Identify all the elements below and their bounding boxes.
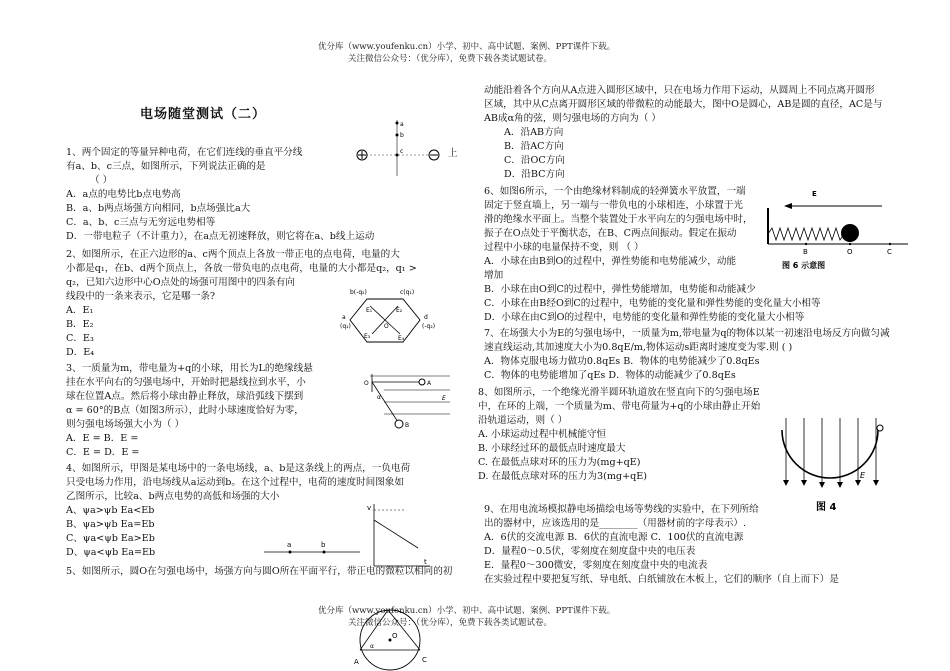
fig5-label-o: O [392,632,398,640]
text-line: q₂，已知六边形中心O点处的场强可用图中的四条有向 [66,277,295,288]
option-b: B．沿AC方向 [504,141,564,152]
answer-blank: （ ） [90,175,113,186]
negative-charge-icon [429,150,439,160]
option-c: C、ψa<ψb Ea>Eb [66,533,155,544]
fig6-label-o: O [847,248,853,256]
hex-label-e3: E₃ [364,333,371,340]
fig3-label-o: O [364,380,369,387]
option-a-cont: 增加 [484,270,504,281]
option-a: A．小球在由B到O的过程中，弹性势能和电势能减少，动能 [484,256,737,267]
option-d: D．量程0～0.5伏，零刻度在刻度盘中央的电压表 [484,546,696,557]
option-b: B．a、b两点场强方向相同，b点场强比a大 [66,203,251,214]
figure-field-line [262,538,362,558]
text-line: 6、如图6所示，一个由绝缘材料制成的轻弹簧水平放置，一端 [484,186,746,197]
question-7 [484,327,890,383]
option-d: D．一带电粒子（不计重力），在a点无初速释放，则它将在a、b线上运动 [66,231,375,242]
fig8-caption: 图 4 [816,502,837,513]
option-c: C．a、b、c三点与无穷远电势相等 [66,217,216,228]
fig4-label-b: b [321,541,326,549]
text-line: 有a、b、c三点，如图所示，下列说法正确的是 [66,161,266,172]
hex-label-c: c(q₁) [400,289,415,296]
option-cd: C．E = D．E = [66,447,140,458]
watermark-header-line1: 优分库（www.youfenku.cn）小学、初中、高中试题、案例、PPT课件下载。 [318,42,616,52]
option-a: A．沿AB方向 [504,127,564,138]
fig3-label-b: B [405,422,410,429]
fig1-label-a: a [400,121,404,128]
figure-pendulum-field [364,372,454,434]
fig1-label-b: b [400,132,404,139]
option-ab: A．E = B．E = [66,433,139,444]
option-d: D、ψa<ψb Ea=Eb [66,547,156,558]
text-line: 挂在水平向右的匀强电场中，开始时把悬线拉到水平，小 [66,377,306,388]
text-line: 2、如图所示，在正六边形的a、c两个顶点上各放一带正电的点电荷，电量的大 [66,249,400,260]
text-line: α = 60°的B点（如图3所示），此时小球速度恰好为零， [66,405,304,416]
question-5-continued [484,84,882,182]
option-abc: A．6伏的交流电源 B．6伏的直流电源 C．100伏的直流电源 [484,532,744,543]
hex-label-b: b(-q₂) [350,289,367,296]
option-a: A. 小球运动过程中机械能守恒 [478,429,607,440]
text-line: 滑的绝缘水平面上。当整个装置处于水平向左的匀强电场中时， [484,214,753,225]
fig3-label-alpha: α [377,394,381,401]
fig1-label-c: c [400,148,404,155]
text-line: 中，在环的上端，一个质量为m、带电荷量为+q的小球由静止开始 [478,401,761,412]
fig8-label-e: E [860,471,866,480]
text-line: 乙图所示，比较a、b两点电势的高低和场强的大小 [66,491,280,502]
text-line: 8、如图所示，一个绝缘光滑半圆环轨道放在竖直向下的匀强电场E [478,387,760,398]
option-d: D．E₄ [66,347,95,358]
text-line: 振子在O点处于平衡状态，在B、C两点间振动。假定在振动 [484,228,737,239]
option-cd: C．物体的电势能增加了qEs D．物体的动能减少了0.8qEs [484,370,736,381]
figure-dipole-bisector [352,118,448,178]
text-line: 1、两个固定的等量异种电荷，在它们连线的垂直平分线 [66,147,303,158]
fig4-label-a: a [287,541,292,549]
option-d: D. 在最低点球对环的压力为3(mg+qE) [478,471,647,482]
option-b: B. 小球经过环的最低点时速度最大 [478,443,626,454]
fig4-label-t: t [424,558,427,566]
text-line: 7、在场强大小为E的匀强电场中，一质量为m,带电量为q的物体以某一初速沿电场反方向做匀减 [484,328,890,339]
option-a: A、ψa>ψb Ea<Eb [66,505,155,516]
text-line: 动能沿着各个方向从A点进入圆形区域中，只在电场力作用下运动，从圆周上不同点离开圆形 [484,85,875,96]
text-line: 在实验过程中要把复写纸、导电纸、白纸铺放在木板上，它们的顺序（自上而下）是 [484,574,839,585]
text-line: 区域，其中从C点离开圆形区域的带微粒的动能最大，图中O是圆心，AB是圆的直径，AC是与 [484,99,883,110]
option-c: C. 在最低点球对环的压力为(mg+qE) [478,457,641,468]
text-line: AB成α角的弦，则匀强电场的方向为（ ） [484,113,662,124]
fig6-label-b: B [803,248,808,256]
watermark-footer-line1: 优分库（www.youfenku.cn）小学、初中、高中试题、案例、PPT课件下载。 [318,606,616,616]
hex-label-e4: E₄ [398,335,405,342]
text-line: 则匀强电场场强大小为（ ） [66,419,185,430]
hex-label-e1: E₁ [366,307,373,314]
fig5-label-alpha: α [370,643,374,650]
text-line: 9、在用电流场模拟静电场描绘电场等势线的实验中，在下列所给 [484,504,759,515]
fig6-caption: 图 6 示意图 [782,261,826,270]
fig5-label-a: A [354,658,359,666]
text-line: 线段中的一条来表示，它是哪一条? [66,291,216,302]
hex-label-o: O [384,323,389,330]
option-c: C．沿OC方向 [504,155,565,166]
fig6-label-e: E [812,190,817,198]
text-line: 固定于竖直墙上，另一端与一带负电的小球相连，小球置于光 [484,200,744,211]
watermark-header-line2: 关注微信公众号：（优分库），免费下载各类试题试卷。 [348,54,553,64]
question-3 [66,362,313,460]
fig6-label-c: C [887,248,892,256]
option-d: D．沿BC方向 [504,169,565,180]
option-b: B．小球在由O到C的过程中，弹性势能增加，电势能和动能减少 [484,284,756,295]
figure-hexagon [340,282,448,350]
text-line: 过程中小球的电量保持不变，则 （ ） [484,242,644,253]
text-line: 只受电场力作用，沿电场线从a运动到b。在这个过程中，电荷的速度时间图象如 [66,477,405,488]
text-line: 4、如图所示，甲图是某电场中的一条电场线，a、b是这条线上的两点，一负电荷 [66,463,411,474]
question-5-start: 5、如图所示，圆O在匀强电场中，场强方向与圆O所在平面平行，带正电的微粒以相同的初 [66,566,453,577]
text-line: 球在位置A点。然后将小球由静止释放，球沿弧线下摆到 [66,391,304,402]
question-8 [478,386,760,484]
option-d: D．小球在由C到O的过程中，电势能的变化量和弹性势能的变化量大小相等 [484,312,805,323]
option-b: B．E₂ [66,319,94,330]
hex-label-q2: (-q₂) [422,323,436,330]
option-ab: A．物体克服电场力做功0.8qEs B．物体的电势能减少了0.8qEs [484,356,760,367]
option-b: B、ψa>ψb Ea=Eb [66,519,155,530]
positive-charge-icon [357,150,367,160]
watermark-footer-line2: 关注微信公众号：（优分库），免费下载各类试题试卷。 [348,618,553,628]
hex-label-a: a [342,314,346,321]
figure-circle-field [340,598,440,671]
option-e: E．量程0～300微安，零刻度在刻度盘中央的电流表 [484,560,708,571]
fig5-label-c: C [422,656,427,664]
text-line: 小都是q₁，在b、d两个顶点上，各放一带负电的点电荷，电量的大小都是q₂，q₁ > [66,263,417,274]
option-c: C．小球在由B经O到C的过程中，电势能的变化量和弹性势能的变化量大小相等 [484,298,821,309]
figure-spring-oscillator [762,188,912,272]
hex-label-e2: E₂ [396,307,403,314]
text-line: 3、一质量为m，带电量为+q的小球，用长为L的绝缘线悬 [66,363,313,374]
page-title: 电场随堂测试（二） [140,107,267,122]
option-a: A．E₁ [66,305,94,316]
text-line: 速直线运动,其加速度大小为0.8qE/m,物体运动s距离时速度变为零.则 ( ) [484,342,793,353]
question-1 [66,146,374,244]
figure-vt-graph [364,500,434,572]
text-line: 沿轨道运动，则（ ） [478,415,568,426]
option-c: C．E₃ [66,333,94,344]
fig3-label-e: E [442,395,446,402]
fig4-label-v: v [367,504,372,512]
hex-label-q1: (q₁) [340,323,351,330]
fig3-label-a: A [427,380,432,387]
hex-label-d: d [424,314,428,321]
text-line: 出的器材中，应该选用的是________（用器材前的字母表示）. [484,518,747,529]
figure-semicircle-track [776,398,888,516]
option-a: A．a点的电势比b点电势高 [66,189,181,200]
q1-side-text: 上 [448,148,458,159]
